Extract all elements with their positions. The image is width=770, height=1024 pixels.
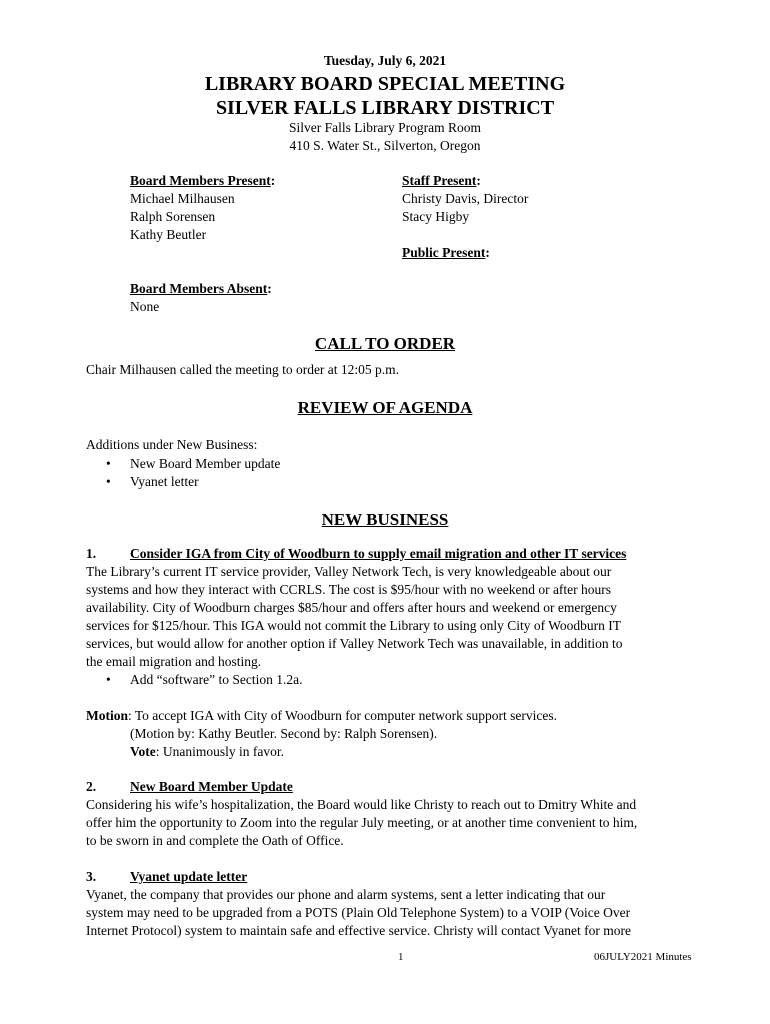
board-absent-value: None bbox=[130, 299, 160, 314]
call-to-order-heading: CALL TO ORDER bbox=[314, 334, 456, 353]
item1-motion-by: (Motion by: Kathy Beutler. Second by: Ralph Sorensen). bbox=[130, 726, 438, 741]
district-title: SILVER FALLS LIBRARY DISTRICT bbox=[215, 97, 555, 119]
call-to-order-text: Chair Milhausen called the meeting to order at 12:05 p.m. bbox=[86, 362, 400, 377]
agenda-item-label: New Board Member update bbox=[130, 456, 281, 471]
item1-line: The Library’s current IT service provider, Valley Network Tech, is very knowledgeable about our bbox=[86, 564, 612, 579]
item1-number: 1. bbox=[86, 546, 97, 561]
agenda-item bbox=[106, 473, 199, 491]
item1-line: services for $125/hour. This IGA would not commit the Library to using only City of Woodburn IT bbox=[86, 618, 621, 633]
bullet-icon: • bbox=[106, 456, 111, 471]
meeting-address: 410 S. Water St., Silverton, Oregon bbox=[289, 138, 481, 153]
board-present-label: Board Members Present bbox=[130, 173, 271, 188]
vote-text: : Unanimously in favor. bbox=[155, 744, 284, 759]
item2-line: to be sworn in and complete the Oath of Office. bbox=[86, 833, 344, 848]
page-number: 1 bbox=[398, 951, 404, 963]
board-absent-label: Board Members Absent bbox=[130, 281, 268, 296]
staff-member: Christy Davis, Director bbox=[402, 191, 529, 206]
vote-label: Vote bbox=[130, 744, 156, 759]
item1-line: systems and how they interact with CCRLS. The cost is $95/hour with no weekend or after hours bbox=[86, 582, 612, 597]
item3-number: 3. bbox=[86, 869, 97, 884]
staff-present-colon: : bbox=[476, 173, 481, 188]
item2-title: New Board Member Update bbox=[130, 779, 293, 794]
public-present-heading bbox=[402, 244, 490, 262]
bullet-icon: • bbox=[106, 474, 111, 489]
meeting-location: Silver Falls Library Program Room bbox=[289, 120, 481, 135]
item3-line: system may need to be upgraded from a POTS (Plain Old Telephone System) to a VOIP (Voice Over bbox=[86, 905, 631, 920]
board-present-heading bbox=[130, 172, 275, 190]
item1-bullet bbox=[106, 671, 303, 689]
item3-title: Vyanet update letter bbox=[130, 869, 248, 884]
public-present-colon: : bbox=[485, 245, 490, 260]
meeting-date: Tuesday, July 6, 2021 bbox=[323, 53, 447, 68]
item1-line: services, but would allow for another option if Valley Network Tech was unavailable, in addition to bbox=[86, 636, 623, 651]
item3-line: Internet Protocol) system to maintain safe and effective service. Christy will contact Vyanet for more bbox=[86, 923, 631, 938]
board-member: Ralph Sorensen bbox=[130, 209, 216, 224]
item1-motion bbox=[86, 707, 557, 725]
new-business-heading: NEW BUSINESS bbox=[321, 510, 449, 529]
motion-text: : To accept IGA with City of Woodburn for computer network support services. bbox=[128, 708, 558, 723]
item2-line: Considering his wife’s hospitalization, the Board would like Christy to reach out to Dmitry White and bbox=[86, 797, 637, 812]
board-member: Michael Milhausen bbox=[130, 191, 235, 206]
board-present-colon: : bbox=[270, 173, 276, 188]
agenda-item bbox=[106, 455, 281, 473]
board-member: Kathy Beutler bbox=[130, 227, 207, 242]
motion-label: Motion bbox=[86, 708, 128, 723]
staff-member: Stacy Higby bbox=[402, 209, 470, 224]
board-absent-colon: : bbox=[267, 281, 272, 296]
staff-present-heading bbox=[402, 172, 481, 190]
bullet-icon: • bbox=[106, 672, 111, 687]
item1-line: the email migration and hosting. bbox=[86, 654, 262, 669]
document-title: LIBRARY BOARD SPECIAL MEETING bbox=[204, 73, 566, 95]
public-present-label: Public Present bbox=[402, 245, 486, 260]
staff-present-label: Staff Present bbox=[402, 173, 477, 188]
review-agenda-heading: REVIEW OF AGENDA bbox=[297, 398, 473, 417]
item1-vote bbox=[130, 743, 284, 761]
item2-line: offer him the opportunity to Zoom into the regular July meeting, or at another time convenient to him, bbox=[86, 815, 638, 830]
agenda-intro: Additions under New Business: bbox=[86, 437, 258, 452]
footer-doc-label: 06JULY2021 Minutes bbox=[594, 951, 692, 963]
board-absent-heading bbox=[130, 280, 272, 298]
item1-bullet-text: Add “software” to Section 1.2a. bbox=[130, 672, 303, 687]
agenda-item-label: Vyanet letter bbox=[130, 474, 199, 489]
item3-line: Vyanet, the company that provides our phone and alarm systems, sent a letter indicating that our bbox=[86, 887, 606, 902]
item2-number: 2. bbox=[86, 779, 97, 794]
item1-title: Consider IGA from City of Woodburn to supply email migration and other IT services bbox=[130, 546, 627, 561]
item1-line: availability. City of Woodburn charges $85/hour and offers after hours and weekend or emergency bbox=[86, 600, 617, 615]
